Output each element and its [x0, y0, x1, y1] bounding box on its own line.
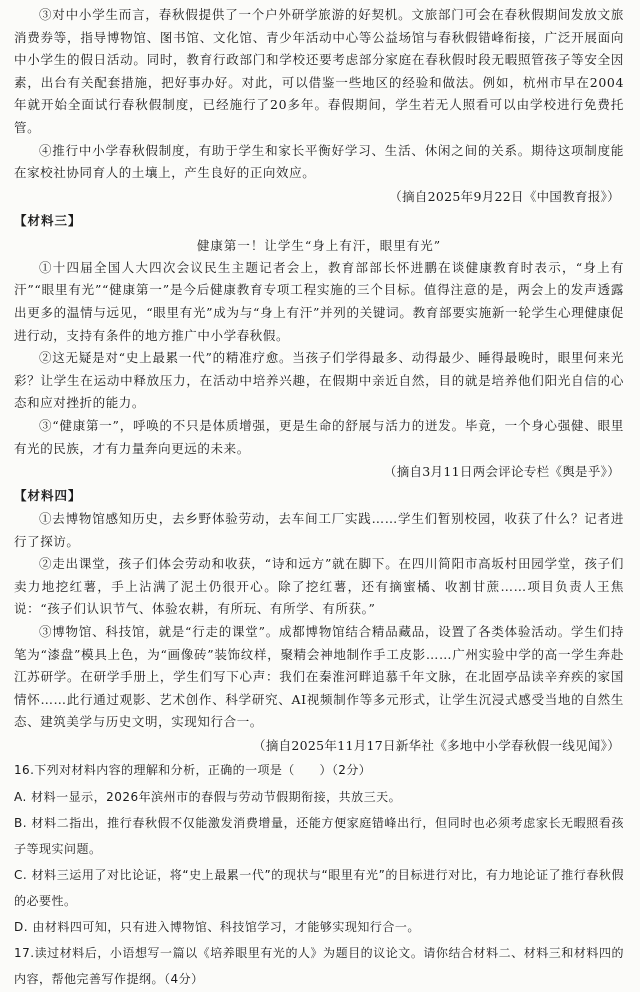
source-citation: （摘自2025年11月17日新华社《多地中小学春秋假一线见闻》）: [253, 738, 620, 754]
material-3: [14, 209, 624, 484]
paragraph: ①十四届全国人大四次会议民生主题记者会上，教育部部长怀进鹏在谈健康教育时表示，“身上有汗”“眼里有光”“健康第一”是今后健康教育专项工程实施的三个目标。值得注意的是，两会上的发声透露出更多的温情与远见，“眼里有光”成为与“身上有汗”并列的关键词。教育部要实施新一轮学生心理健康促进行动，支持有条件的地方推广中小学春秋假。: [14, 259, 624, 343]
option-c: C. 材料三运用了对比论证，将“史上最累一代”的现状与“眼里有光”的目标进行对比，有力地论证了推行春秋假的必要性。: [14, 867, 624, 908]
article-title: 健康第一！让学生“身上有汗，眼里有光”: [196, 237, 442, 253]
paragraph: ②走出课堂，孩子们体会劳动和收获，“诗和远方”就在脚下。在四川简阳市高坂村田园学堂，孩子们卖力地挖红薯，手上沾满了泥土仍很开心。除了挖红薯，还有摘蜜橘、收割甘蔗……项目负责人王焦说：“孩子们认识节气、体验农耕，有所玩、有所学、有所获。”: [14, 556, 624, 617]
paragraph: ③博物馆、科技馆，就是“行走的课堂”。成都博物馆结合精品藏品，设置了各类体验活动。学生们持笔为“漆盘”模具上色，为“画像砖”装饰纹样，聚精会神地制作手工皮影……广州实验中学的高一学生奔赴江苏研学。在研学手册上，学生们写下心声：我们在秦淮河畔追慕千年文脉，在北固亭品读辛弃疾的家国情怀……此行通过观影、艺术创作、科学研究、AI视频制作等多元形式，让学生沉浸式感受当地的自然生态、建筑美学与历史文明，实现知行合一。: [14, 624, 624, 730]
section-heading: 【材料四】: [14, 488, 82, 504]
question-17: 17.读过材料后，小语想写一篇以《培养眼里有光的人》为题目的议论文。请你结合材料二、材料三和材料四的内容，帮他完善写作提纲。（4分）: [14, 945, 624, 986]
paragraph: ③对中小学生而言，春秋假提供了一个户外研学旅游的好契机。文旅部门可会在春秋假期间发放文旅消费券等，指导博物馆、图书馆、文化馆、青少年活动中心等公益场馆与春秋假错峰衔接，广泛开展面向中小学生的假日活动。同时，教育行政部门和学校还要考虑部分家庭在春秋假时段无暇照管孩子等安全因素，出台有关配套措施，把好事办好。对此，可以借鉴一些地区的经验和做法。例如，杭州市早在2004年就开始全面试行春秋假制度，已经施行了20多年。春假期间，学生若无人照看可以由学校进行免费托管。: [14, 7, 624, 135]
paragraph: ②这无疑是对“史上最累一代”的精准疗愈。当孩子们学得最多、动得最少、睡得最晚时，眼里何来光彩？让学生在运动中释放压力，在活动中培养兴趣，在假期中亲近自然，目的就是培养他们阳光自信的心态和应对挫折的能力。: [14, 350, 624, 411]
section-heading: 【材料三】: [14, 212, 82, 228]
question-16: 16.下列对材料内容的理解和分析，正确的一项是（ ）（2分）: [14, 763, 372, 778]
questions: [14, 758, 624, 992]
source-citation: （摘自3月11日两会评论专栏《舆是乎》）: [383, 464, 620, 480]
option-b: B. 材料二指出，推行春秋假不仅能激发消费增量，还能方便家庭错峰出行，但同时也必须考虑家长无暇照看孩子等现实问题。: [14, 815, 624, 856]
paragraph: ③“健康第一”，呼唤的不只是体质增强，更是生命的舒展与活力的迸发。毕竟，一个身心强健、眼里有光的民族，才有力量奔向更远的未来。: [14, 417, 624, 456]
option-a: A. 材料一显示，2026年滨州市的春假与劳动节假期衔接，共放三天。: [14, 789, 402, 804]
paragraph: ④推行中小学春秋假制度，有助于学生和家长平衡好学习、生活、休闲之间的关系。期待这项制度能在家校社协同育人的土壤上，产生良好的正向效应。: [14, 142, 624, 181]
material-4: [14, 484, 624, 758]
option-d: D. 由材料四可知，只有进入博物馆、科技馆学习，才能够实现知行合一。: [14, 919, 420, 934]
source-citation: （摘自2025年9月22日《中国教育报》）: [389, 188, 620, 204]
paragraph: ①去博物馆感知历史，去乡野体验劳动，去车间工厂实践……学生们暂别校园，收获了什么？记者进行了探访。: [14, 511, 624, 549]
material-2-continued: [14, 4, 624, 209]
